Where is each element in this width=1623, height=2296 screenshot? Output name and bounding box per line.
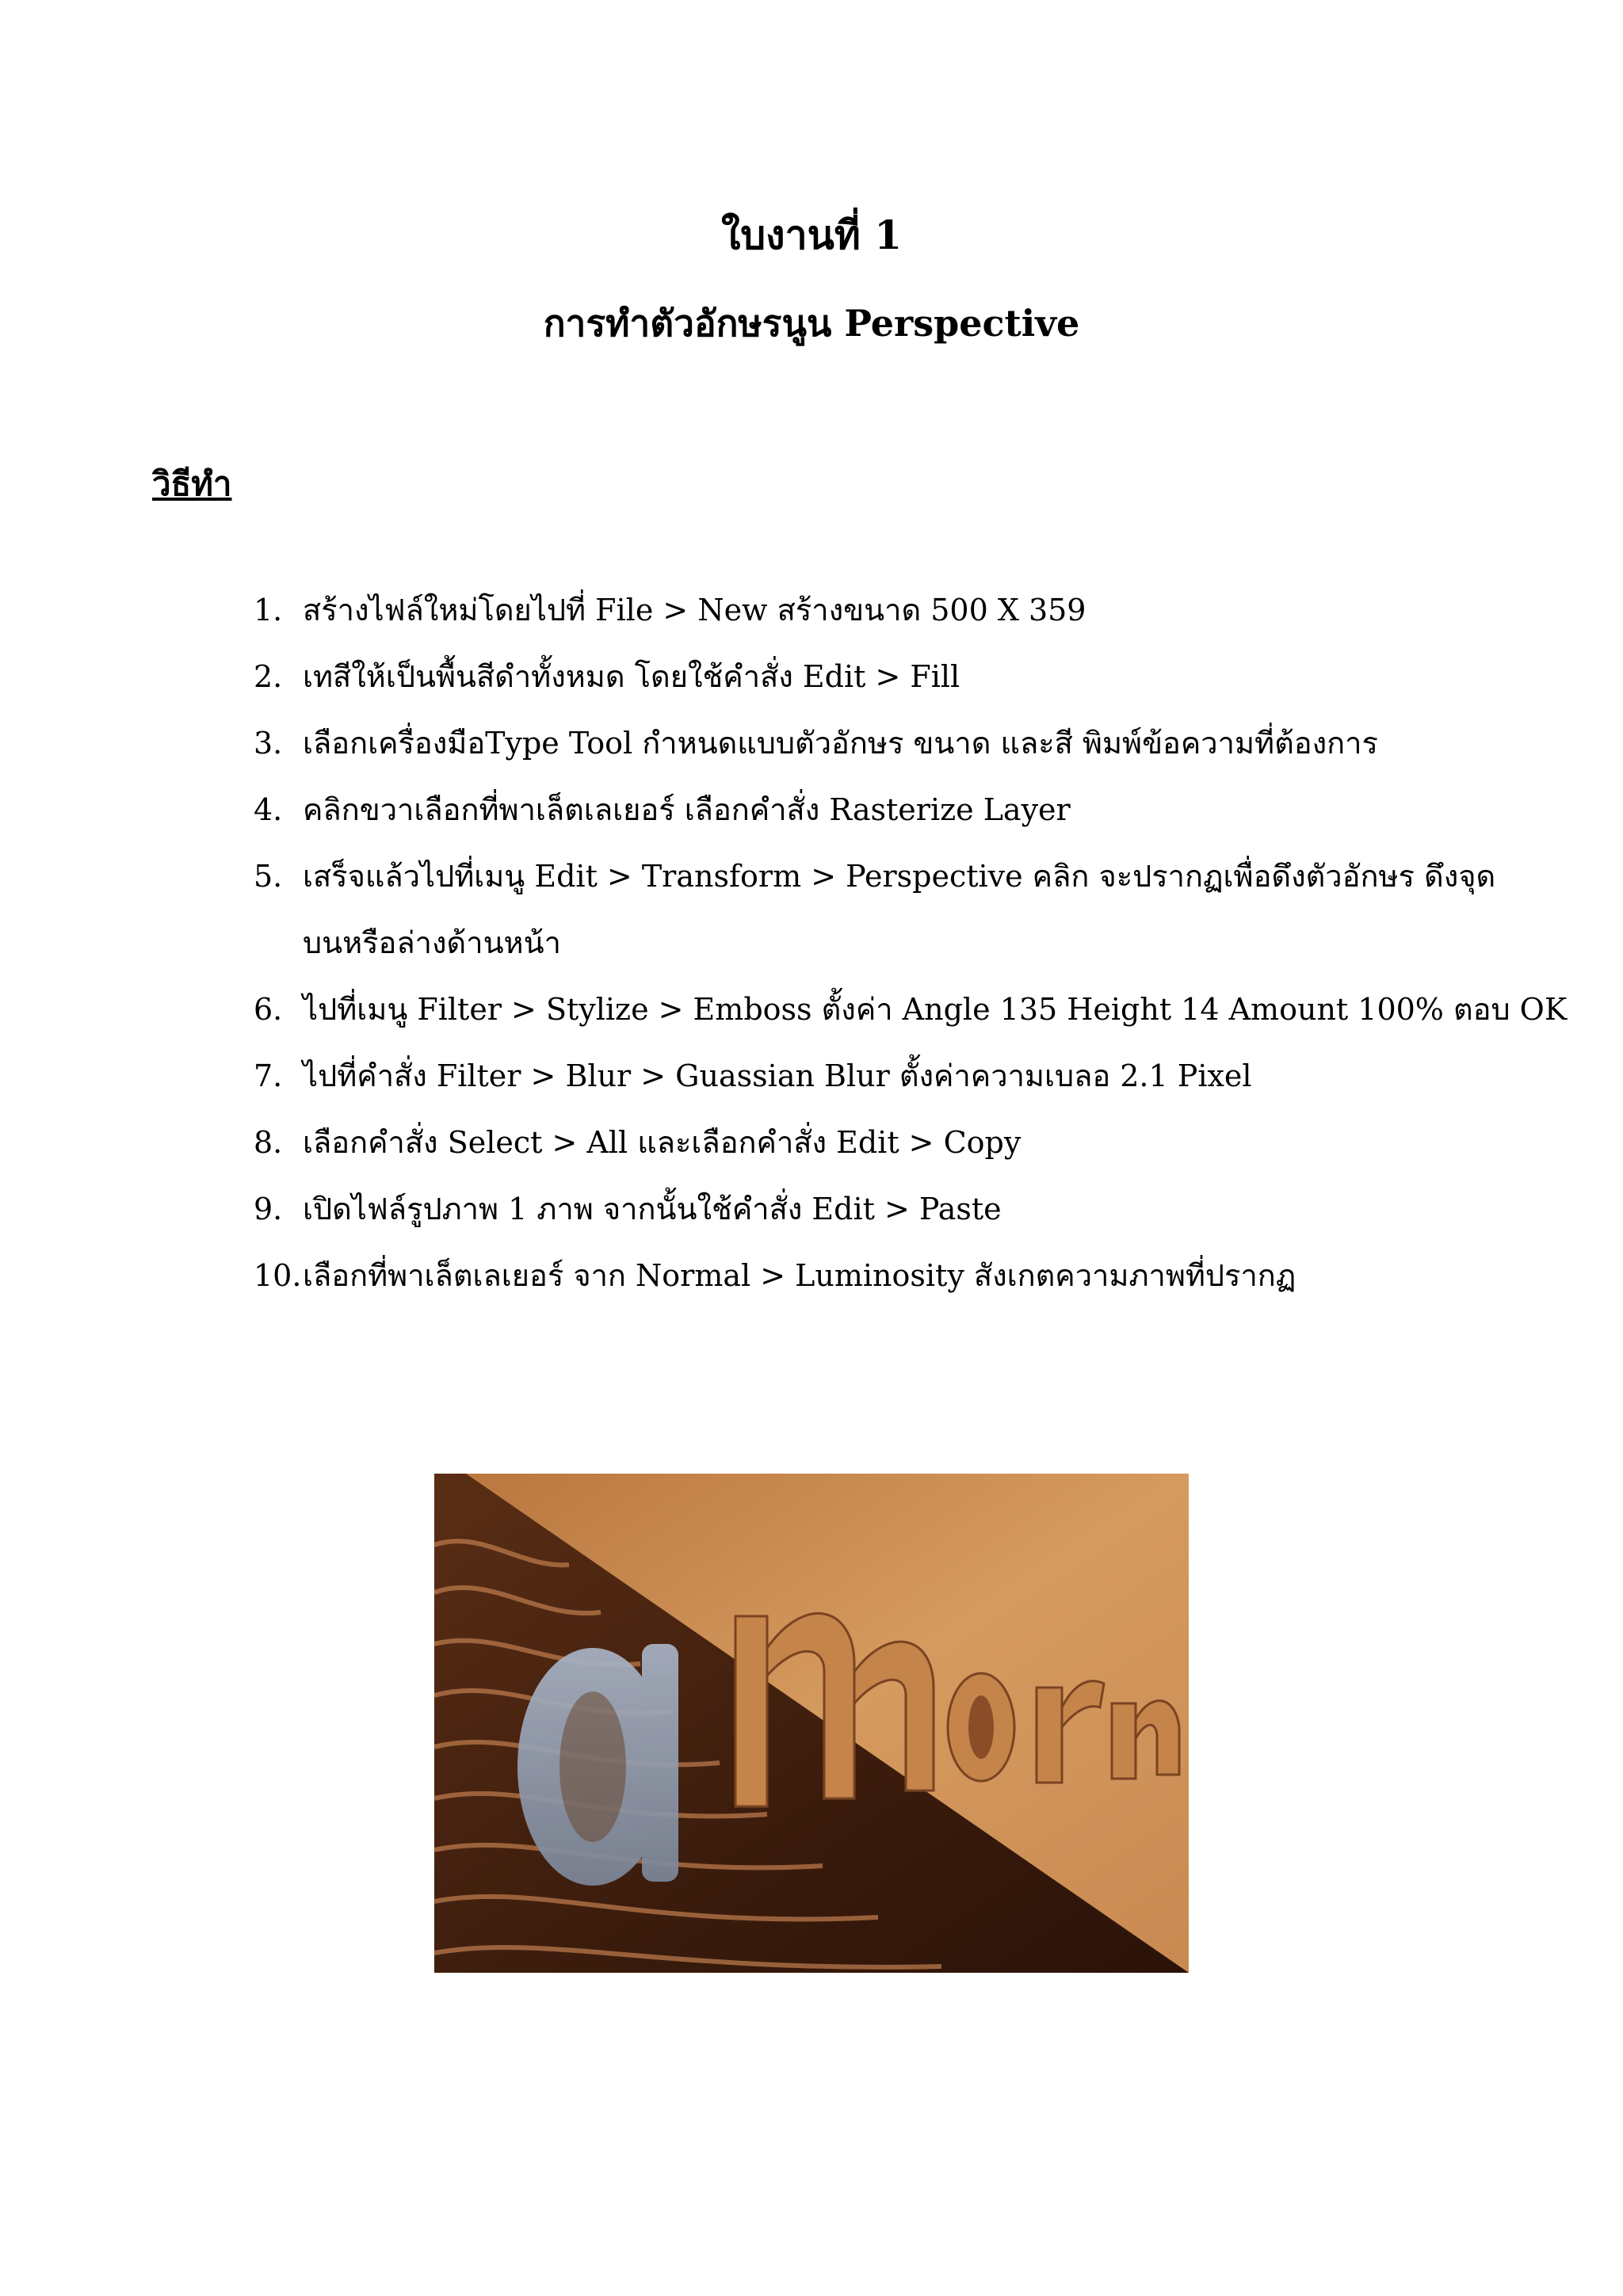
steps-list xyxy=(254,577,1568,1309)
step-number: 2. xyxy=(254,659,283,694)
page-subtitle: การทำตัวอักษรนูน Perspective xyxy=(543,302,1080,345)
list-item xyxy=(254,843,1537,910)
list-item xyxy=(254,1176,1537,1242)
step-number: 5. xyxy=(254,859,283,894)
step-number: 6. xyxy=(254,992,283,1027)
list-item xyxy=(254,577,1537,643)
step-text: สร้างไฟล์ใหม่โดยไปที่ File > New สร้างขนาด 500 X 359 xyxy=(303,593,1086,627)
list-item xyxy=(254,1043,1537,1109)
step-number: 3. xyxy=(254,726,283,761)
step-number: 1. xyxy=(254,593,283,627)
desert-sand-image xyxy=(434,1474,1189,1973)
step-text: เลือกคำสั่ง Select > All และเลือกคำสั่ง Edit > Copy xyxy=(303,1125,1022,1160)
step-text: คลิกขวาเลือกที่พาเล็ตเลเยอร์ เลือกคำสั่ง Rasterize Layer xyxy=(303,792,1071,827)
list-item xyxy=(254,976,1568,1043)
list-item xyxy=(254,710,1537,776)
step-text: เปิดไฟล์รูปภาพ 1 ภาพ จากนั้นใช้คำสั่ง Edit > Paste xyxy=(303,1192,1002,1226)
step-text: เลือกเครื่องมือType Tool กำหนดแบบตัวอักษร ขนาด และสี พิมพ์ข้อความที่ต้องการ xyxy=(303,726,1378,761)
page-title: ใบงานที่ 1 xyxy=(721,212,902,258)
step-text: ไปที่เมนู Filter > Stylize > Emboss ตั้งค่า Angle 135 Height 14 Amount 100% ตอบ OK xyxy=(303,992,1568,1027)
step-text: เทสีให้เป็นพื้นสีดำทั้งหมด โดยใช้คำสั่ง Edit > Fill xyxy=(303,659,960,694)
step-continuation: บนหรือล่างด้านหน้า xyxy=(303,925,561,960)
list-item xyxy=(254,776,1537,843)
step-number: 9. xyxy=(254,1192,283,1226)
step-number: 4. xyxy=(254,792,283,827)
step-text: ไปที่คำสั่ง Filter > Blur > Guassian Blur ตั้งค่าความเบลอ 2.1 Pixel xyxy=(303,1058,1252,1093)
step-text: เสร็จแล้วไปที่เมนู Edit > Transform > Perspective คลิก จะปรากฏเพื่อดึงตัวอักษร ดึงจุด xyxy=(303,859,1496,894)
step-number: 10. xyxy=(254,1258,302,1293)
step-number: 8. xyxy=(254,1125,283,1160)
step-number: 7. xyxy=(254,1058,283,1093)
section-heading: วิธีทำ xyxy=(152,464,232,503)
list-item xyxy=(254,1109,1537,1176)
list-item xyxy=(254,1242,1537,1309)
list-item xyxy=(254,643,1537,710)
step-text: เลือกที่พาเล็ตเลเยอร์ จาก Normal > Luminosity สังเกตความภาพที่ปรากฏ xyxy=(303,1258,1296,1293)
